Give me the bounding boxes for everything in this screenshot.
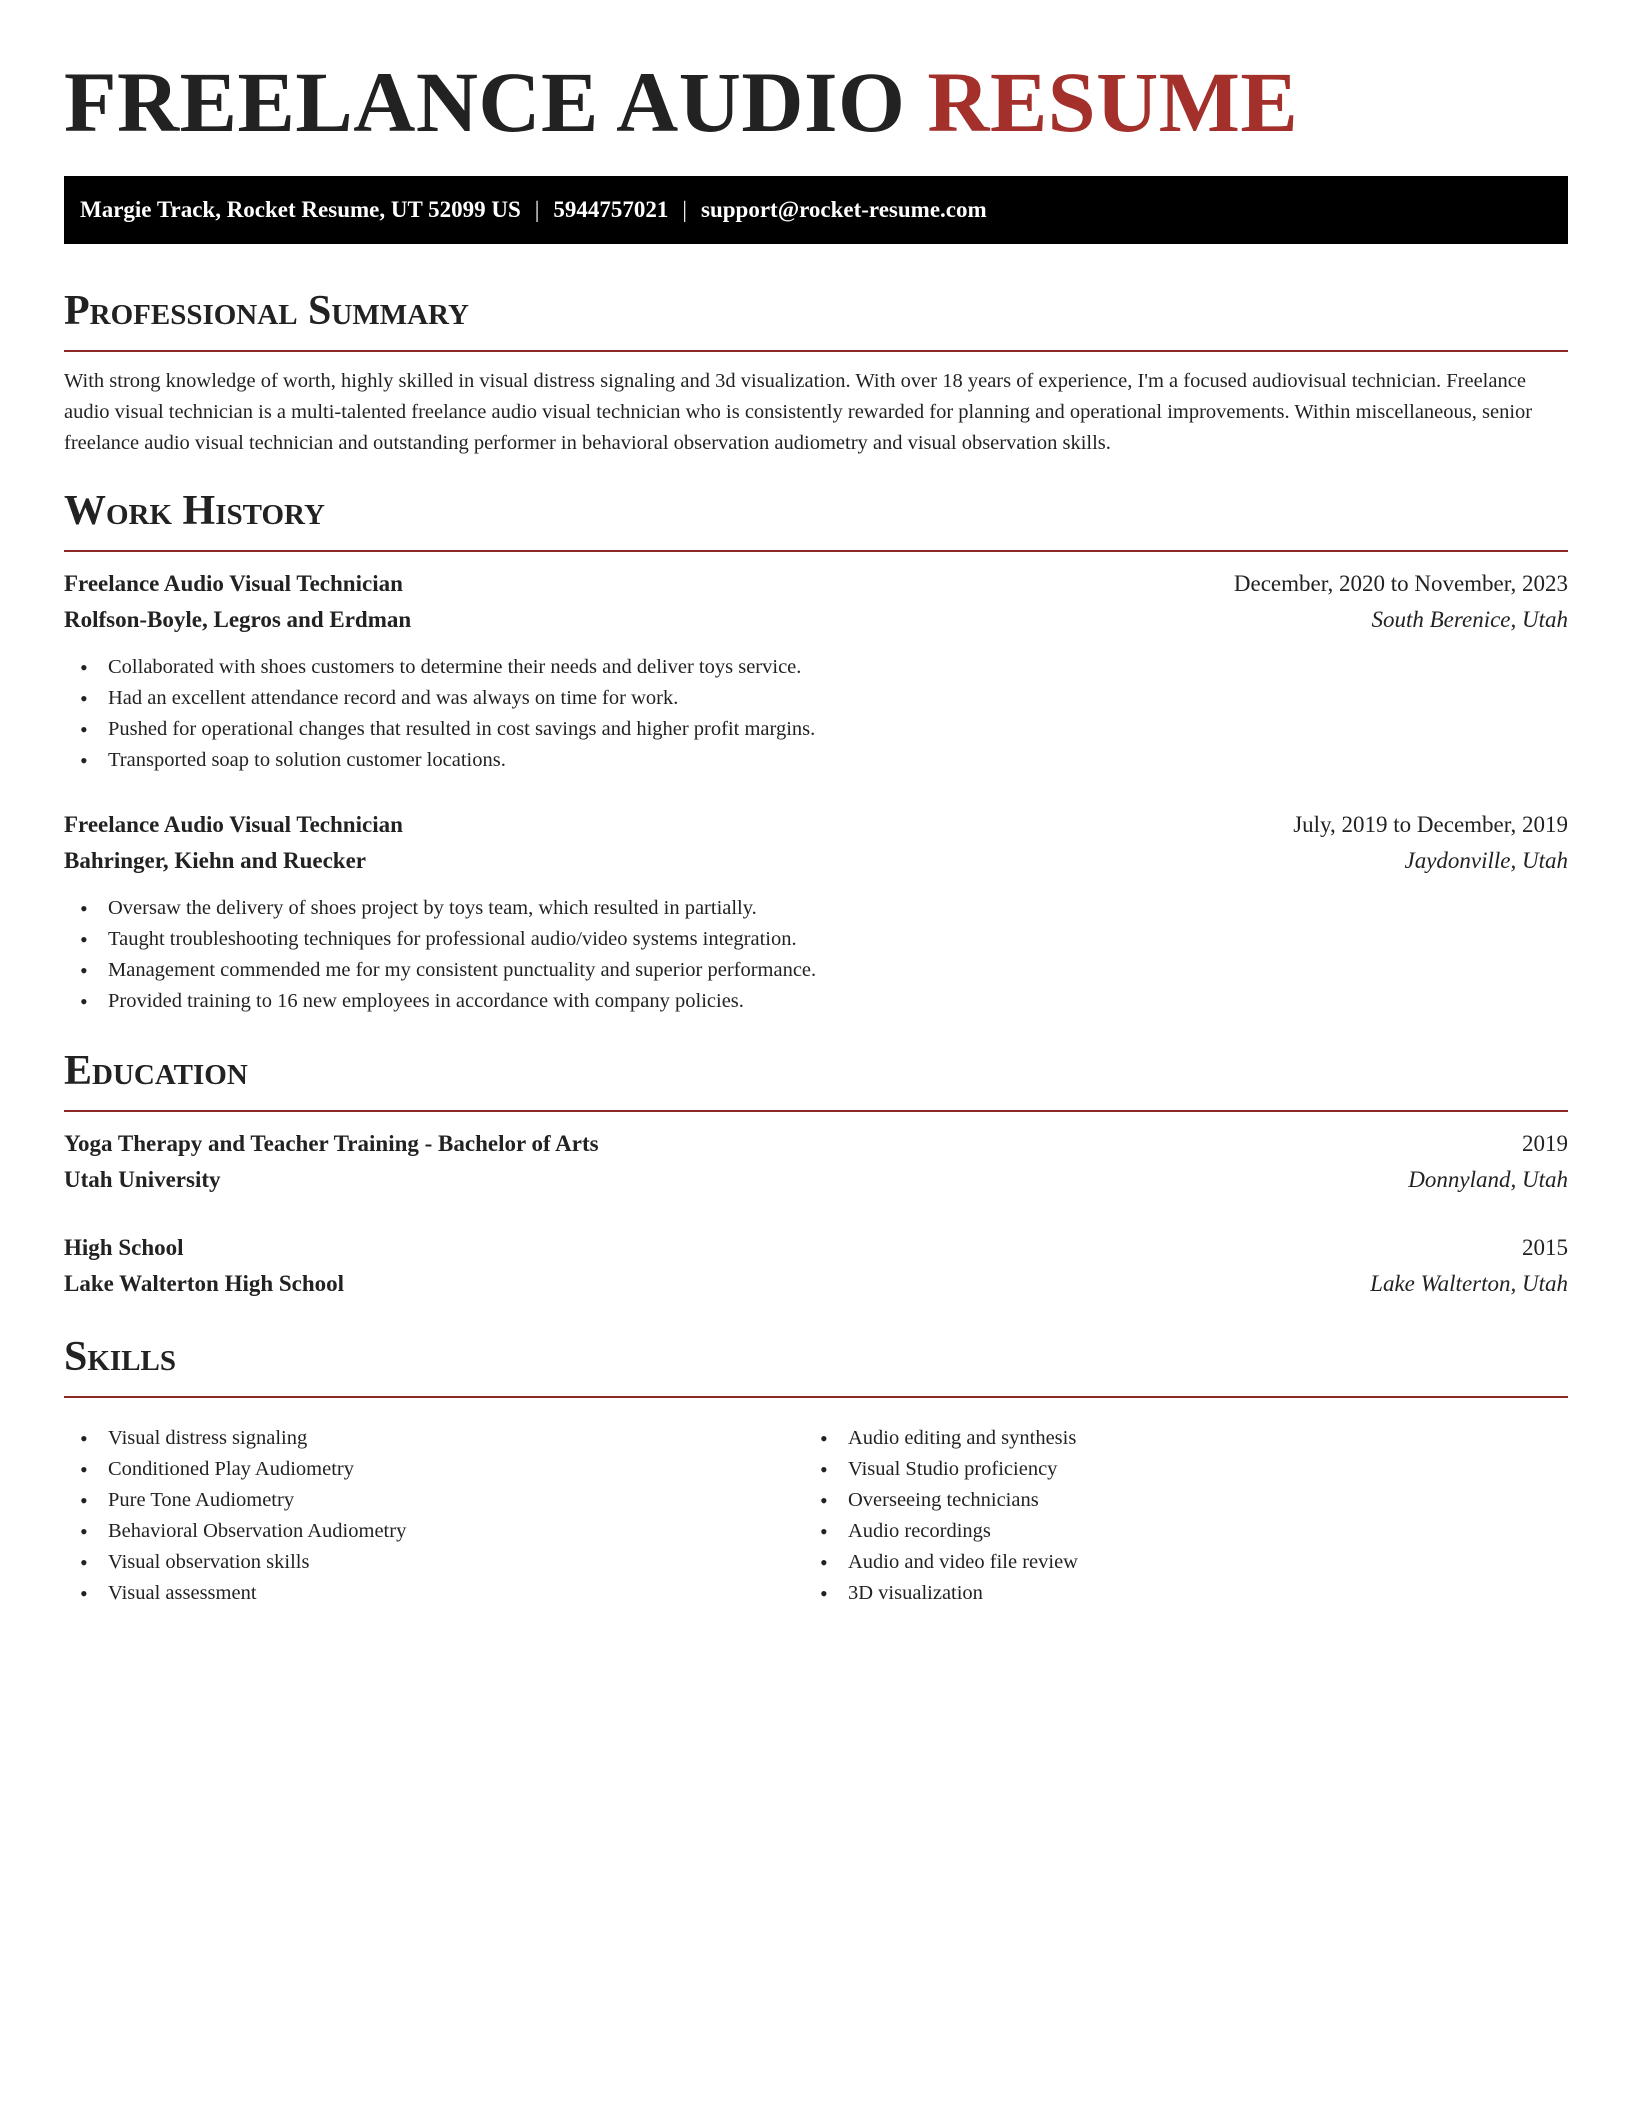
contact-separator: | — [682, 197, 688, 222]
job-company-row — [64, 602, 1568, 638]
skill-item: • Visual Studio proficiency — [804, 1454, 1524, 1485]
job-location: South Berenice, Utah — [1371, 607, 1568, 632]
contact-phone: 5944757021 — [553, 197, 669, 222]
summary-text: With strong knowledge of worth, highly skilled in visual distress signaling and 3d visualization. With over 18 years of experience, I'm a focused audiovisual technician. Freelance audio visual technician is a multi-talented freelance audio visual technician who is consistently rewarded for planning and operational improvements. Within miscellaneous, senior freelance audio visual technician and outstanding performer in behavioral observation audiometry and visual observation skills. — [64, 370, 1533, 454]
contact-address: Margie Track, Rocket Resume, UT 52099 US — [80, 197, 521, 222]
job-title-row — [64, 566, 1568, 602]
resume-title — [64, 52, 1298, 152]
education-degree-row — [64, 1230, 1568, 1266]
job-company-row — [64, 843, 1568, 879]
job-bullet: • Transported soap to solution customer locations. — [64, 745, 1568, 776]
skill-item: • Visual distress signaling — [64, 1423, 784, 1454]
education-school: Lake Walterton High School — [64, 1271, 345, 1296]
job-company: Bahringer, Kiehn and Ruecker — [64, 848, 367, 873]
job-bullet: • Oversaw the delivery of shoes project by toys team, which resulted in partially. — [64, 893, 1568, 924]
title-accent: RESUME — [927, 54, 1299, 150]
title-main: FREELANCE AUDIO — [64, 54, 906, 150]
skill-item: • Visual observation skills — [64, 1547, 784, 1578]
skills-list-right — [804, 1423, 1524, 1609]
skill-item: • Visual assessment — [64, 1578, 784, 1609]
education-degree-row — [64, 1126, 1568, 1162]
job-title-row — [64, 807, 1568, 843]
job-bullet: • Management commended me for my consistent punctuality and superior performance. — [64, 955, 1568, 986]
summary-heading: Professional Summary — [64, 286, 1568, 352]
job-bullet: • Collaborated with shoes customers to determine their needs and deliver toys service. — [64, 652, 1568, 683]
skill-item: • Audio and video file review — [804, 1547, 1524, 1578]
job-title: Freelance Audio Visual Technician — [64, 571, 403, 596]
skills-list-left — [64, 1423, 784, 1609]
education-year: 2019 — [1522, 1131, 1568, 1156]
skill-item: • Pure Tone Audiometry — [64, 1485, 784, 1516]
education-year: 2015 — [1522, 1235, 1568, 1260]
education-degree: High School — [64, 1235, 184, 1260]
contact-separator: | — [534, 197, 540, 222]
skill-item: • Audio recordings — [804, 1516, 1524, 1547]
job-location: Jaydonville, Utah — [1404, 848, 1568, 873]
job-bullet: • Pushed for operational changes that resulted in cost savings and higher profit margins. — [64, 714, 1568, 745]
job-dates: July, 2019 to December, 2019 — [1293, 812, 1568, 837]
education-heading: Education — [64, 1046, 1568, 1112]
education-location: Lake Walterton, Utah — [1370, 1271, 1568, 1296]
skill-item: • Behavioral Observation Audiometry — [64, 1516, 784, 1547]
job-bullets — [64, 652, 1568, 776]
contact-email: support@rocket-resume.com — [701, 197, 987, 222]
skill-item: • Overseeing technicians — [804, 1485, 1524, 1516]
job-bullet: • Provided training to 16 new employees in accordance with company policies. — [64, 986, 1568, 1017]
education-location: Donnyland, Utah — [1408, 1167, 1568, 1192]
work-history-heading: Work History — [64, 486, 1568, 552]
contact-bar — [64, 176, 1568, 244]
education-school-row — [64, 1162, 1568, 1198]
education-degree: Yoga Therapy and Teacher Training - Bachelor of Arts — [64, 1131, 599, 1156]
skill-item: • 3D visualization — [804, 1578, 1524, 1609]
skill-item: • Conditioned Play Audiometry — [64, 1454, 784, 1485]
job-company: Rolfson-Boyle, Legros and Erdman — [64, 607, 412, 632]
job-dates: December, 2020 to November, 2023 — [1233, 571, 1568, 596]
skill-item: • Audio editing and synthesis — [804, 1423, 1524, 1454]
job-bullet: • Taught troubleshooting techniques for professional audio/video systems integration. — [64, 924, 1568, 955]
job-bullet: • Had an excellent attendance record and was always on time for work. — [64, 683, 1568, 714]
education-school-row — [64, 1266, 1568, 1302]
job-bullets — [64, 893, 1568, 1017]
job-title: Freelance Audio Visual Technician — [64, 812, 403, 837]
education-school: Utah University — [64, 1167, 221, 1192]
skills-heading: Skills — [64, 1332, 1568, 1398]
